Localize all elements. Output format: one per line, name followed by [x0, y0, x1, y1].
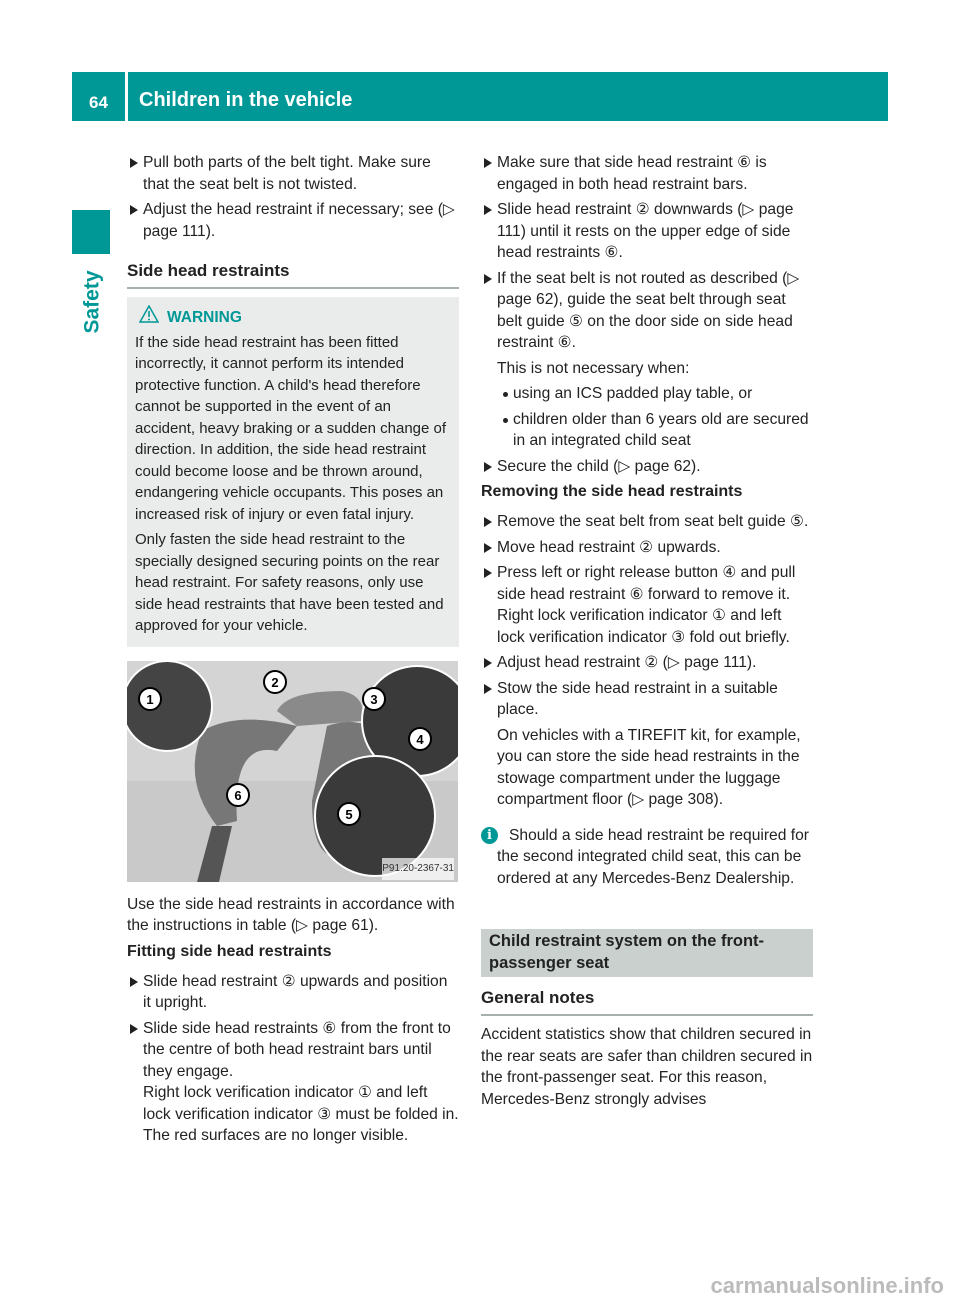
- list-item: If the seat belt is not routed as described (▷ page 62), guide the seat belt through seat belt guide ⑤ on the door side on side head restraint ⑥.: [481, 268, 813, 354]
- warning-box: [127, 297, 459, 647]
- callout-4: [409, 728, 431, 750]
- list-item: Slide head restraint ② downwards (▷ page 111) until it rests on the upper edge of side head restraints ⑥.: [481, 199, 813, 264]
- info-text: Should a side head restraint be required for the second integrated child seat, this can be ordered at any Mercedes-Benz Dealership.: [497, 826, 809, 887]
- callout-1: [139, 688, 161, 710]
- side-tab-label: Safety: [80, 270, 104, 334]
- list-item-continuation: Right lock verification indicator ① and left lock verification indicator ③ must be folded in. The red surfaces are no longer visible.: [143, 1084, 459, 1144]
- dot-item: children older than 6 years old are secured in an integrated child seat: [481, 409, 813, 452]
- svg-text:3: 3: [370, 691, 378, 707]
- callout-6: [227, 784, 249, 806]
- warning-label: WARNING: [167, 308, 242, 326]
- section-box-title: Child restraint system on the front-passenger seat: [481, 929, 813, 977]
- paragraph: Accident statistics show that children secured in the rear seats are safer than children secured in the front-passenger seat. For this reason, Mercedes-Benz strongly advises: [481, 1026, 813, 1108]
- warning-text: Only fasten the side head restraint to the specially designed securing points on the rear head restraint. For safety reasons, only use side head restraints that have been tested and approved for your vehicle.: [135, 531, 444, 634]
- section-title: General notes: [481, 987, 813, 1016]
- info-note: [481, 825, 813, 890]
- list-item: Adjust head restraint ② (▷ page 111).: [481, 652, 813, 674]
- watermark: carmanualsonline.info: [710, 1272, 944, 1298]
- subheading: Fitting side head restraints: [127, 942, 332, 960]
- list-item: Remove the seat belt from seat belt guide ⑤.: [481, 511, 813, 533]
- paragraph: This is not necessary when:: [497, 359, 690, 377]
- list-item: Slide side head restraints ⑥ from the front to the centre of both head restraint bars until they engage.: [127, 1018, 459, 1083]
- section-title: Side head restraints: [127, 260, 459, 289]
- list-item: Move head restraint ② upwards.: [481, 537, 813, 559]
- list-item: Press left or right release button ④ and pull side head restraint ⑥ forward to remove it.: [481, 562, 813, 605]
- right-column: [481, 152, 813, 1114]
- page-number: 64: [72, 72, 125, 121]
- warning-text: If the side head restraint has been fitted incorrectly, it cannot perform its intended protective function. A child's head therefore cannot be supported in the event of an accident, heavy braking or a sudden change of direction. In addition, the side head restraint could become loose and be thrown around, endangering vehicle occupants. This poses an increased risk of injury or even fatal injury.: [135, 333, 447, 523]
- list-item: Make sure that side head restraint ⑥ is engaged in both head restraint bars.: [481, 152, 813, 195]
- paragraph: Use the side head restraints in accordance with the instructions in table (▷ page 61).: [127, 895, 455, 934]
- chapter-title: Children in the vehicle: [128, 72, 888, 121]
- warning-triangle-icon: [139, 305, 159, 330]
- svg-text:4: 4: [416, 731, 424, 747]
- list-item: Pull both parts of the belt tight. Make sure that the seat belt is not twisted.: [127, 152, 459, 195]
- list-item: Adjust the head restraint if necessary; see (▷ page 111).: [127, 199, 459, 242]
- list-item: Slide head restraint ② upwards and position it upright.: [127, 971, 459, 1014]
- left-column: [127, 152, 459, 1151]
- side-head-restraint-figure: [127, 661, 458, 882]
- list-item: Secure the child (▷ page 62).: [481, 456, 813, 478]
- dot-item: using an ICS padded play table, or: [481, 383, 813, 405]
- list-item: Stow the side head restraint in a suitable place.: [481, 678, 813, 721]
- seat-illustration: [127, 661, 458, 882]
- info-icon: i: [481, 827, 498, 844]
- side-tab-marker: [72, 210, 110, 254]
- svg-text:1: 1: [146, 691, 154, 707]
- callout-5: [338, 803, 360, 825]
- svg-text:5: 5: [345, 806, 353, 822]
- list-item-continuation: On vehicles with a TIREFIT kit, for example, you can store the side head restraints in the stowage compartment under the luggage compartment floor (▷ page 308).: [497, 726, 801, 808]
- callout-3: [363, 688, 385, 710]
- list-item-continuation: Right lock verification indicator ① and left lock verification indicator ③ fold out briefly.: [497, 607, 790, 646]
- side-tab: [72, 262, 112, 342]
- callout-2: [264, 671, 286, 693]
- svg-text:6: 6: [234, 787, 242, 803]
- subheading: Removing the side head restraints: [481, 483, 743, 500]
- svg-text:2: 2: [271, 674, 279, 690]
- figure-id: P91.20-2367-31: [382, 858, 454, 880]
